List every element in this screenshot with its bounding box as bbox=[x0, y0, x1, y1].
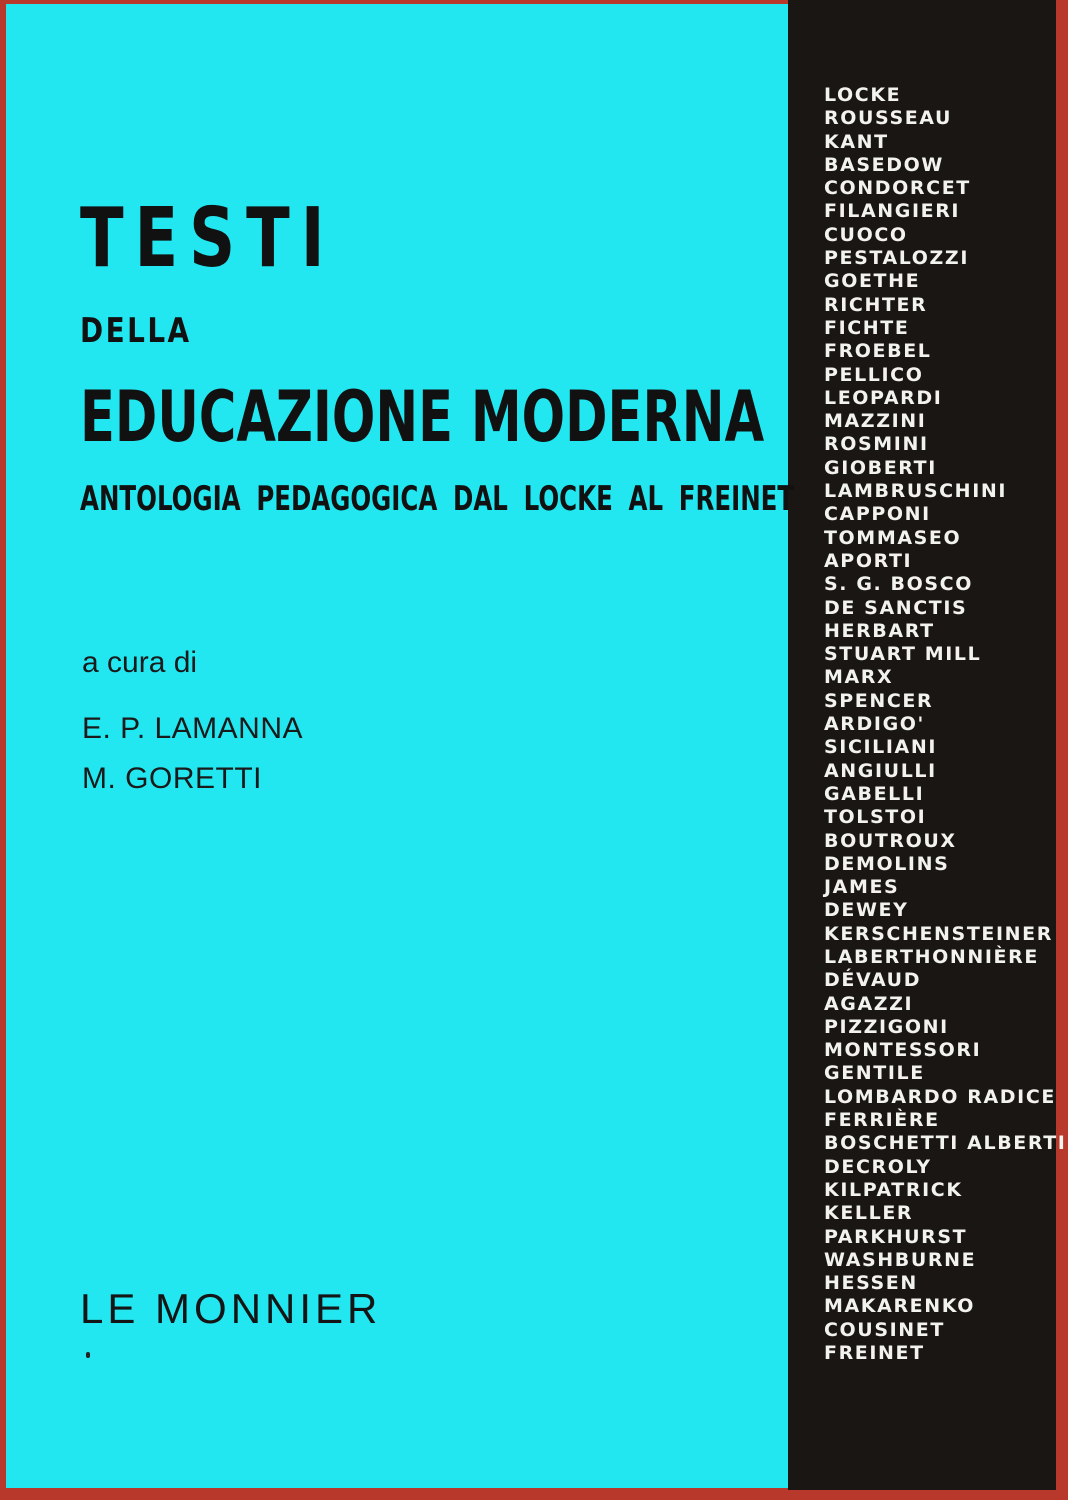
author-name-item: CAPPONI bbox=[824, 503, 931, 526]
author-name-item: DEMOLINS bbox=[824, 852, 950, 875]
author-name-item: BASEDOW bbox=[824, 153, 944, 176]
author-name-item: DEWEY bbox=[824, 899, 909, 922]
author-name-item: LOMBARDO RADICE bbox=[824, 1085, 1056, 1108]
author-name-item: KELLER bbox=[824, 1202, 914, 1225]
author-name-item: COUSINET bbox=[824, 1318, 945, 1341]
author-name-item: FICHTE bbox=[824, 316, 910, 339]
authors-list bbox=[824, 84, 1066, 1365]
author-name-item: ROUSSEAU bbox=[824, 107, 953, 130]
author-name-item: LEOPARDI bbox=[824, 386, 943, 409]
author-name-item: MARX bbox=[824, 666, 894, 689]
author-name-item: ANGIULLI bbox=[824, 759, 937, 782]
author-name-item: APORTI bbox=[824, 549, 913, 572]
author-name-item: PELLICO bbox=[824, 363, 924, 386]
author-name-item: AGAZZI bbox=[824, 992, 914, 1015]
author-name-item: DE SANCTIS bbox=[824, 596, 968, 619]
author-name-item: MAKARENKO bbox=[824, 1295, 975, 1318]
author-lamanna: E. P. LAMANNA bbox=[82, 712, 304, 745]
author-name-item: CONDORCET bbox=[824, 177, 971, 200]
author-name-item: KANT bbox=[824, 130, 889, 153]
author-name-item: SICILIANI bbox=[824, 736, 938, 759]
author-goretti: M. GORETTI bbox=[82, 762, 262, 795]
author-name-item: PESTALOZZI bbox=[824, 247, 969, 270]
title-testi: TESTI bbox=[80, 191, 336, 286]
author-name-item: HESSEN bbox=[824, 1272, 918, 1295]
author-name-item: SPENCER bbox=[824, 689, 934, 712]
author-name-item: KERSCHENSTEINER bbox=[824, 922, 1053, 945]
curator-label: a cura di bbox=[82, 646, 198, 679]
author-name-item: FROEBEL bbox=[824, 340, 932, 363]
author-name-item: KILPATRICK bbox=[824, 1178, 963, 1201]
author-name-item: LABERTHONNIÈRE bbox=[824, 945, 1039, 968]
author-name-item: ARDIGO' bbox=[824, 713, 925, 736]
author-name-item: PARKHURST bbox=[824, 1225, 968, 1248]
author-name-item: TOLSTOI bbox=[824, 806, 927, 829]
ink-mark bbox=[86, 1352, 90, 1358]
title-della: DELLA bbox=[80, 311, 192, 351]
author-name-item: ROSMINI bbox=[824, 433, 929, 456]
author-name-item: LAMBRUSCHINI bbox=[824, 480, 1008, 503]
author-name-item: BOUTROUX bbox=[824, 829, 957, 852]
author-name-item: FREINET bbox=[824, 1342, 925, 1365]
author-name-item: CUOCO bbox=[824, 223, 908, 246]
author-name-item: FERRIÈRE bbox=[824, 1109, 940, 1132]
author-name-item: GOETHE bbox=[824, 270, 921, 293]
author-name-item: DÉVAUD bbox=[824, 969, 922, 992]
author-name-item: GIOBERTI bbox=[824, 456, 937, 479]
author-name-item: MAZZINI bbox=[824, 410, 927, 433]
subtitle: ANTOLOGIA PEDAGOGICA DAL LOCKE AL FREINET bbox=[80, 479, 795, 519]
author-name-item: MONTESSORI bbox=[824, 1039, 982, 1062]
author-name-item: FILANGIERI bbox=[824, 200, 961, 223]
publisher-name: LE MONNIER bbox=[80, 1285, 382, 1332]
author-name-item: JAMES bbox=[824, 876, 900, 899]
author-name-item: STUART MILL bbox=[824, 643, 982, 666]
author-name-item: BOSCHETTI ALBERTI bbox=[824, 1132, 1067, 1155]
author-name-item: S. G. BOSCO bbox=[824, 573, 973, 596]
author-name-item: PIZZIGONI bbox=[824, 1015, 949, 1038]
title-educazione-moderna: EDUCAZIONE MODERNA bbox=[80, 376, 765, 458]
author-name-item: WASHBURNE bbox=[824, 1248, 977, 1271]
author-name-item: LOCKE bbox=[824, 84, 902, 106]
author-name-item: GENTILE bbox=[824, 1062, 925, 1085]
author-name-item: DECROLY bbox=[824, 1155, 932, 1178]
author-name-item: HERBART bbox=[824, 619, 935, 642]
author-name-item: RICHTER bbox=[824, 293, 928, 316]
author-name-item: GABELLI bbox=[824, 782, 925, 805]
author-name-item: TOMMASEO bbox=[824, 526, 962, 549]
